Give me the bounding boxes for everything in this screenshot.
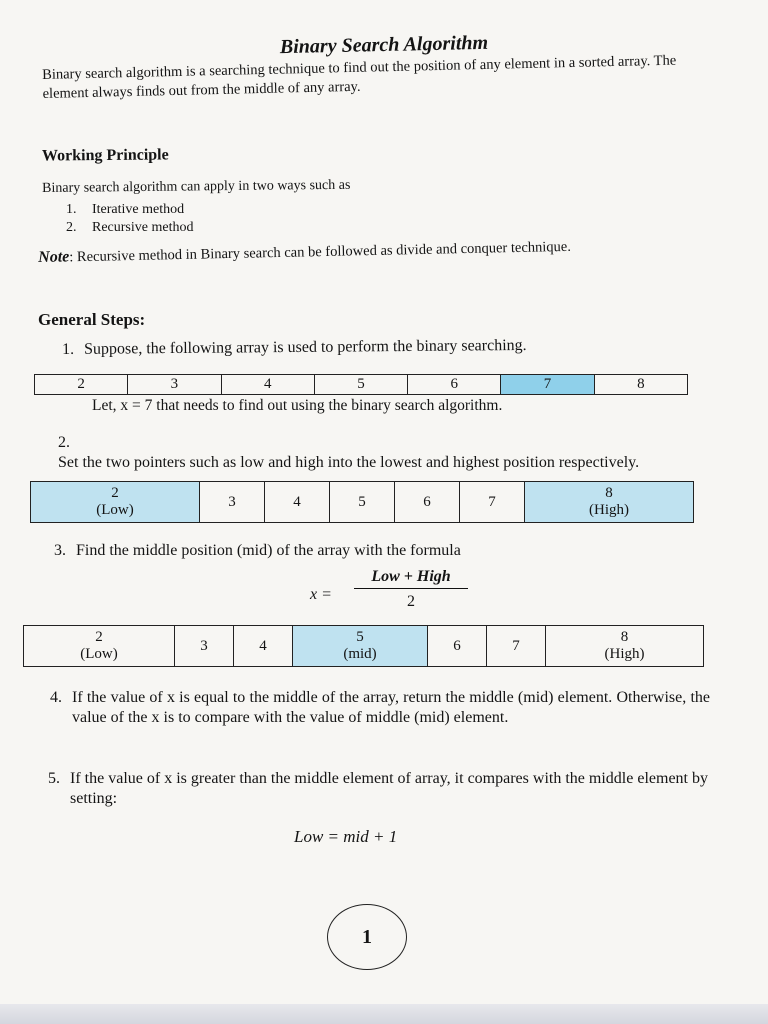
array-cell: 5 (314, 375, 407, 395)
list-item (66, 219, 193, 237)
array-cell: 3 (128, 375, 221, 395)
note-text: : Recursive method in Binary search can be followed as divide and conquer technique. (69, 238, 572, 266)
working-principle-text: Binary search algorithm can apply in two ways such as (42, 177, 351, 196)
step-text: Set the two pointers such as low and high into the lowest and highest position respectively. (58, 454, 640, 471)
array-table-mid (23, 625, 704, 667)
step-5 (48, 769, 718, 809)
cell-value: 8 (620, 629, 629, 645)
page-number-badge (327, 904, 407, 970)
page-bottom-edge (0, 1004, 768, 1024)
note-label: Note (38, 248, 70, 266)
step-text: If the value of x is equal to the middle of the array, return the middle (mid) element. Otherwise, the value of the x is to compare with the value of middle (mid) element. (72, 689, 710, 726)
array-cell: 4 (221, 375, 314, 395)
step-1 (62, 334, 702, 360)
cell-value: 2 (111, 485, 119, 501)
cell-tag: (mid) (343, 646, 377, 662)
step-2 (58, 433, 698, 473)
array-cell: 7 (487, 626, 546, 667)
formula-lhs: x = (310, 586, 332, 603)
array-cell: 4 (265, 482, 330, 523)
cell-tag: (Low) (96, 502, 134, 518)
note-paragraph (38, 234, 698, 268)
methods-list (66, 201, 193, 237)
array-cell: 5 (330, 482, 395, 523)
cell-tag: (High) (589, 502, 629, 518)
array-cell: 6 (428, 626, 487, 667)
intro-paragraph: Binary search algorithm is a searching technique to find out the position of any element in a sorted array. The element always finds out from the middle of any array. (42, 52, 677, 102)
formula-fraction (354, 568, 468, 611)
working-principle-heading: Working Principle (41, 146, 169, 165)
step-text: Suppose, the following array is used to perform the binary searching. (84, 336, 527, 358)
cell-value: 2 (95, 629, 103, 645)
document-title: Binary Search Algorithm (279, 31, 489, 59)
array-cell: 2 (35, 375, 128, 395)
array-cell-low (24, 626, 175, 667)
step-number: 1. (62, 340, 75, 358)
list-number: 1. (66, 202, 77, 217)
array-cell-low (31, 482, 200, 523)
array-cell: 8 (594, 375, 687, 395)
array-cell: 4 (234, 626, 293, 667)
low-update-equation: Low = mid + 1 (294, 827, 398, 846)
array-cell-high (546, 626, 704, 667)
step-text: If the value of x is greater than the middle element of array, it compares with the middle element by setting: (70, 770, 708, 807)
general-steps-heading: General Steps: (38, 310, 146, 329)
list-item (66, 201, 193, 219)
cell-value: 5 (356, 629, 364, 645)
list-label: Iterative method (92, 202, 185, 217)
list-number: 2. (66, 220, 77, 235)
step-number: 2. (58, 434, 70, 451)
let-x-statement: Let, x = 7 that needs to find out using the binary search algorithm. (92, 397, 503, 414)
step-4 (50, 688, 720, 728)
array-cell-target: 7 (501, 375, 594, 395)
step-3 (54, 541, 694, 561)
array-cell: 7 (460, 482, 525, 523)
formula-numerator: Low + High (354, 568, 468, 589)
array-table-pointers (30, 481, 694, 523)
page-number: 1 (362, 925, 372, 948)
array-cell: 3 (200, 482, 265, 523)
step-text: Find the middle position (mid) of the array with the formula (76, 542, 461, 559)
array-cell: 6 (408, 375, 501, 395)
formula-denominator: 2 (407, 593, 415, 610)
array-cell: 3 (175, 626, 234, 667)
cell-value: 8 (605, 485, 613, 501)
array-cell-high (525, 482, 694, 523)
list-label: Recursive method (92, 220, 194, 235)
step-number: 4. (50, 689, 62, 706)
array-cell: 6 (395, 482, 460, 523)
step-number: 5. (48, 770, 60, 787)
step-number: 3. (54, 542, 66, 559)
cell-tag: (High) (604, 646, 645, 662)
cell-tag: (Low) (80, 646, 118, 662)
array-table-initial (34, 374, 688, 395)
array-cell-mid (293, 626, 428, 667)
